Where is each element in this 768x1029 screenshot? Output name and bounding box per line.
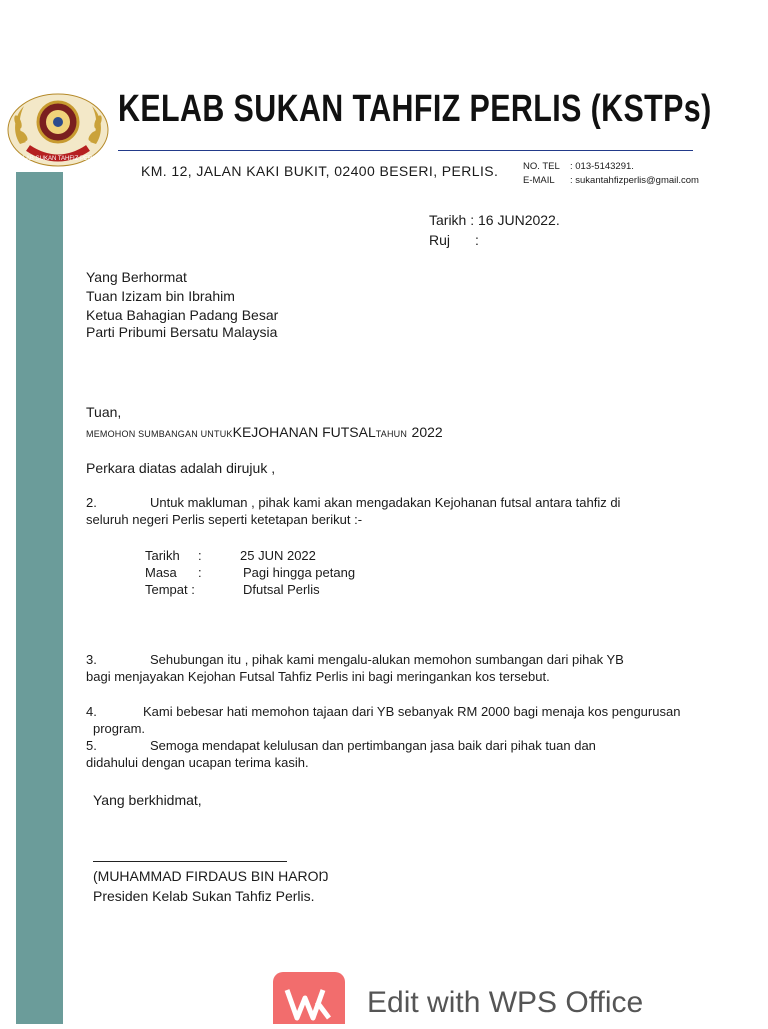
signatory-position: Presiden Kelab Sukan Tahfiz Perlis.: [93, 888, 315, 904]
detail-label-venue: Tempat :: [145, 582, 195, 597]
signatory-name: (MUHAMMAD FIRDAUS BIN HAROŊ: [93, 868, 329, 884]
recipient-line-3: Ketua Bahagian Padang Besar: [86, 307, 279, 323]
subject-line: [86, 424, 443, 442]
email-value: : sukantahfizperlis@gmail.com: [570, 175, 699, 186]
detail-colon-time: :: [198, 565, 202, 580]
subject-part-2: KEJOHANAN FUTSAL: [232, 424, 376, 440]
ruj-colon: :: [475, 232, 479, 248]
para5-line-2: didahului dengan ucapan terima kasih.: [86, 755, 309, 770]
detail-value-venue: Dfutsal Perlis: [243, 582, 320, 597]
para3-line-1: Sehubungan itu , pihak kami mengalu-alukan memohon sumbangan dari pihak YB: [150, 652, 624, 667]
logo-text: KELAB SUKAN TAHFIZ PERLIS: [14, 156, 102, 162]
para4-line-1: Kami bebesar hati memohon tajaan dari YB sebanyak RM 2000 bagi menaja kos pengurusan: [143, 704, 681, 719]
intro-line: Perkara diatas adalah dirujuk ,: [86, 460, 276, 476]
para3-number: 3.: [86, 652, 97, 667]
wps-watermark: [273, 972, 673, 1024]
subject-part-4: 2022: [411, 424, 443, 440]
ruj-label: Ruj: [429, 232, 451, 248]
recipient-line-2: Tuan Izizam bin Ibrahim: [86, 288, 235, 304]
para2-line-2: seluruh negeri Perlis seperti ketetapan berikut :-: [86, 512, 363, 527]
subject-part-3: TAHUN: [375, 429, 408, 439]
detail-colon-date: :: [198, 548, 202, 563]
club-address: KM. 12, JALAN KAKI BUKIT, 02400 BESERI, PERLIS.: [141, 163, 499, 179]
signature-line: [93, 861, 287, 862]
para2-line-1: Untuk makluman , pihak kami akan mengadakan Kejohanan futsal antara tahfiz di: [150, 495, 621, 510]
email-label: E-MAIL: [523, 175, 555, 186]
teal-sidebar: [16, 172, 63, 1024]
recipient-line-1: Yang Berhormat: [86, 269, 187, 285]
detail-value-time: Pagi hingga petang: [243, 565, 356, 580]
recipient-line-4: Parti Pribumi Bersatu Malaysia: [86, 324, 278, 340]
para5-number: 5.: [86, 738, 97, 753]
subject-part-1: MEMOHON SUMBANGAN UNTUK: [86, 429, 233, 439]
header-rule: [118, 150, 693, 151]
closing-line: Yang berkhidmat,: [93, 792, 202, 808]
detail-value-date: 25 JUN 2022: [240, 548, 316, 563]
club-logo: [6, 92, 116, 168]
para5-line-1: Semoga mendapat kelulusan dan pertimbangan jasa baik dari pihak tuan dan: [150, 738, 596, 753]
para2-number: 2.: [86, 495, 97, 510]
para4-line-2: program.: [93, 721, 146, 736]
club-title: KELAB SUKAN TAHFIZ PERLIS (KSTPs): [118, 88, 712, 130]
date-line: Tarikh : 16 JUN2022.: [429, 212, 560, 228]
detail-label-time: Masa: [145, 565, 177, 580]
para4-number: 4.: [86, 704, 97, 719]
tel-value: : 013-5143291.: [570, 161, 634, 172]
detail-label-date: Tarikh: [145, 548, 180, 563]
wps-watermark-text: Edit with WPS Office: [367, 986, 644, 1019]
wps-logo-icon: [273, 972, 345, 1024]
salutation: Tuan,: [86, 404, 122, 420]
contact-block: [523, 160, 699, 188]
tel-label: NO. TEL: [523, 161, 560, 172]
para3-line-2: bagi menjayakan Kejohan Futsal Tahfiz Perlis ini bagi meringankan kos tersebut.: [86, 669, 550, 684]
